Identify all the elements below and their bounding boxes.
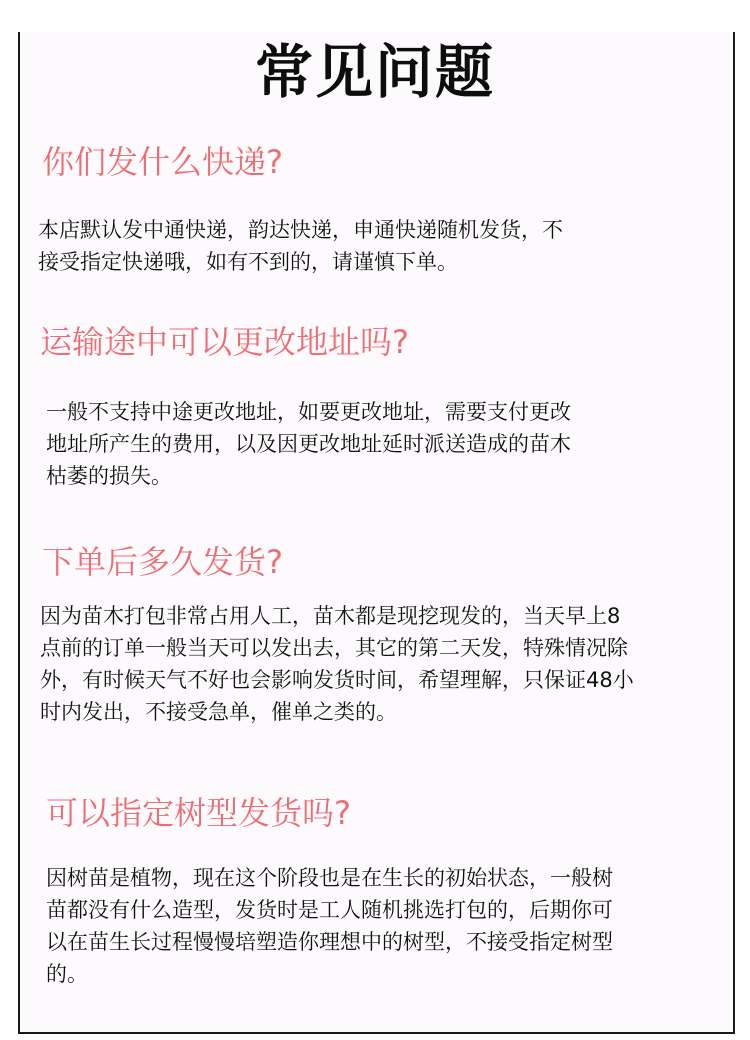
answer-line: 一般不支持中途更改地址，如要更改地址，需要支付更改 <box>46 400 571 424</box>
answer-line: 地址所产生的费用，以及因更改地址延时派送造成的苗木 <box>46 432 571 456</box>
answer-line: 枯萎的损失。 <box>46 464 172 488</box>
answer-line: 以在苗生长过程慢慢培塑造你理想中的树型，不接受指定树型 <box>46 930 613 954</box>
answer-line: 点前的订单一般当天可以发出去，其它的第二天发，特殊情况除 <box>40 636 628 660</box>
faq-question-1: 你们发什么快递? <box>42 143 283 181</box>
faq-answer-3 <box>40 600 634 728</box>
answer-line: 外，有时候天气不好也会影响发货时间，希望理解，只保证48小 <box>40 668 634 692</box>
faq-question-2: 运输途中可以更改地址吗? <box>40 323 409 361</box>
faq-answer-2 <box>46 396 571 492</box>
faq-answer-1 <box>38 214 563 278</box>
answer-line: 苗都没有什么造型，发货时是工人随机挑选打包的，后期你可 <box>46 898 613 922</box>
faq-question-4: 可以指定树型发货吗? <box>46 794 351 832</box>
answer-line: 接受指定快递哦，如有不到的，请谨慎下单。 <box>38 250 458 274</box>
answer-line: 时内发出，不接受急单，催单之类的。 <box>40 700 397 724</box>
answer-line: 本店默认发中通快递，韵达快递，申通快递随机发货，不 <box>38 218 563 242</box>
answer-line: 因为苗木打包非常占用人工，苗木都是现挖现发的，当天早上8 <box>40 604 621 628</box>
faq-answer-4 <box>46 862 613 990</box>
page-title: 常见问题 <box>254 38 495 106</box>
answer-line: 的。 <box>46 962 88 986</box>
answer-line: 因树苗是植物，现在这个阶段也是在生长的初始状态，一般树 <box>46 866 613 890</box>
faq-question-3: 下单后多久发货? <box>42 543 283 581</box>
